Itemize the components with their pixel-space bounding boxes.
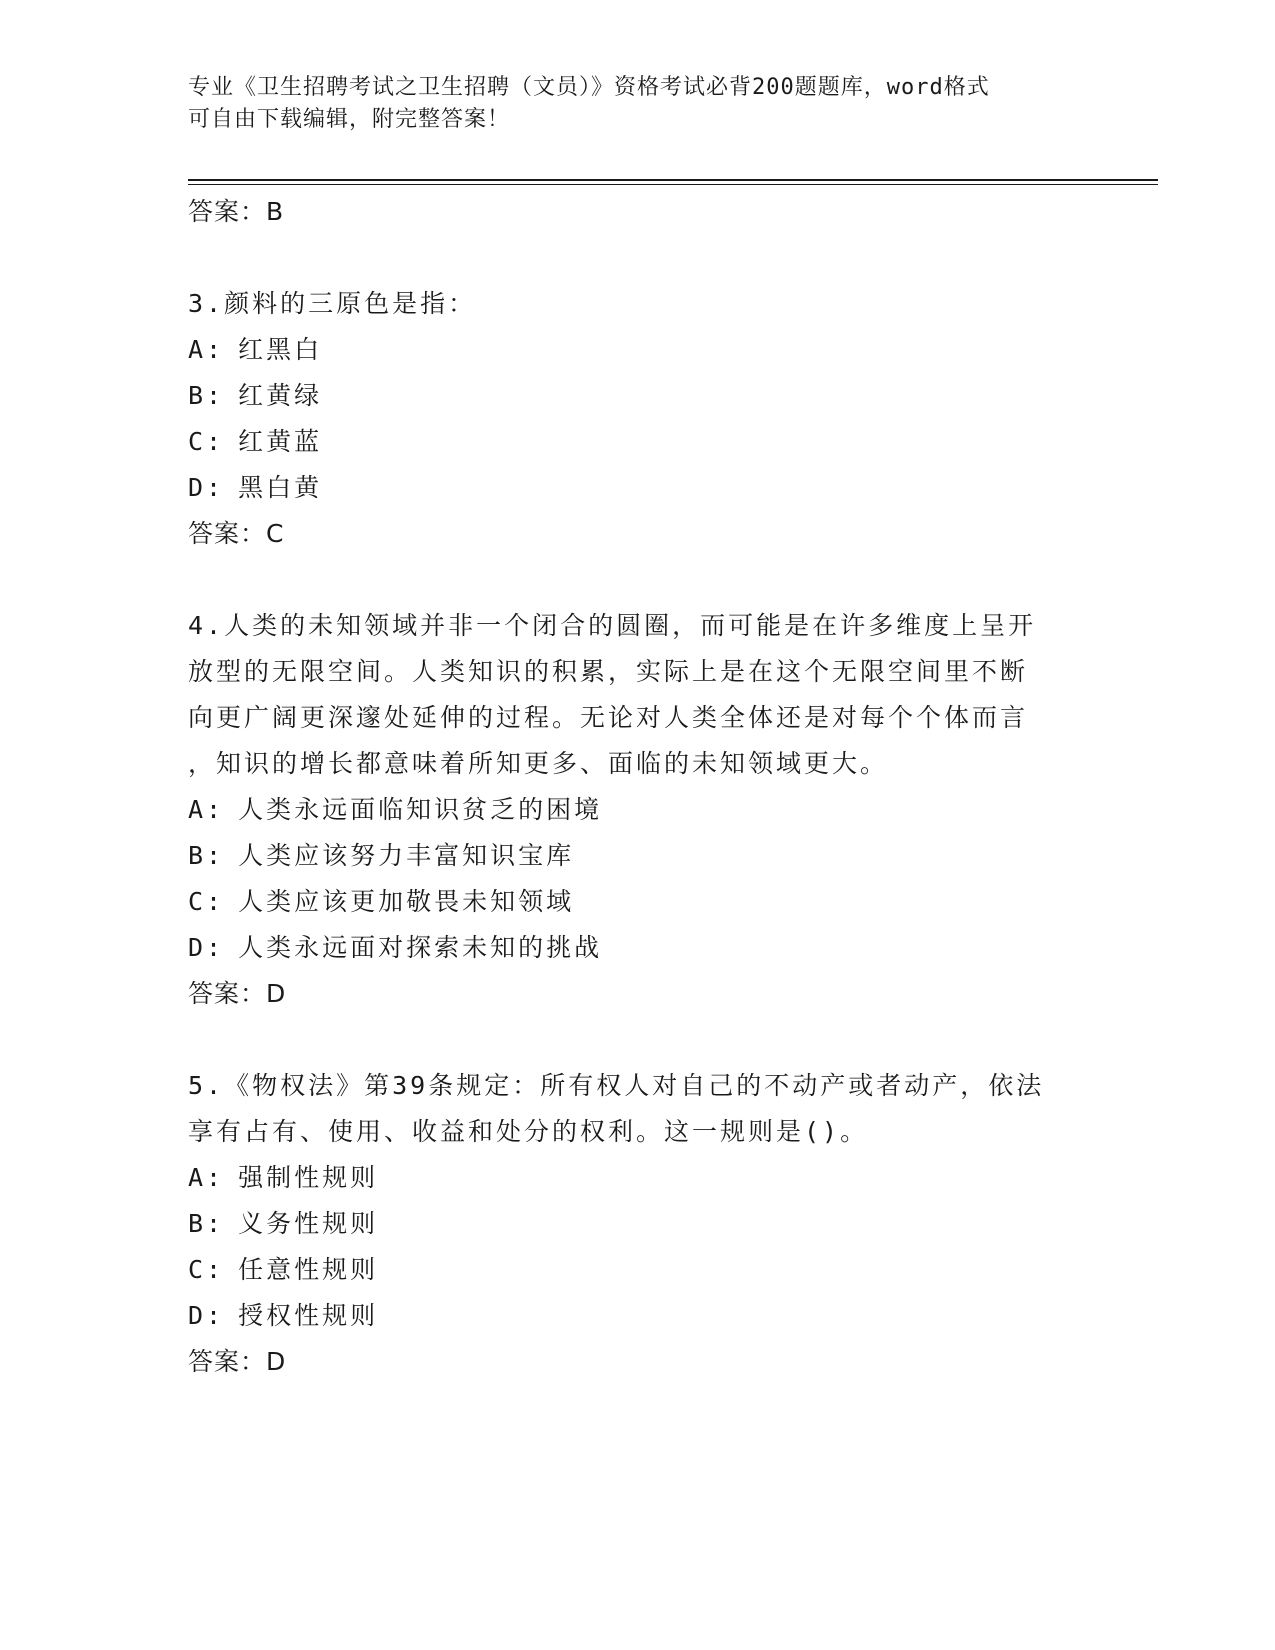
question-stem: 4.人类的未知领域并非一个闭合的圆圈，而可能是在许多维度上呈开 [188,611,1037,640]
question-item [188,1063,1088,1385]
question-stem: 3.颜料的三原色是指： [188,289,477,318]
option-b [188,833,1088,879]
option-key: B: [188,381,225,410]
option-text: 任意性规则 [238,1255,379,1284]
option-a [188,327,1088,373]
option-key: A: [188,1163,225,1192]
question-stem: ，知识的增长都意味着所知更多、面临的未知领域更大。 [188,749,889,778]
question-stem: 放型的无限空间。人类知识的积累，实际上是在这个无限空间里不断 [188,657,1029,686]
option-key: B: [188,841,225,870]
header-line: 可自由下载编辑，附完整答案！ [188,107,511,132]
option-key: D: [188,1301,225,1330]
option-text: 红黄蓝 [238,427,323,456]
option-key: C: [188,887,225,916]
question-stem: 5.《物权法》第39条规定：所有权人对自己的不动产或者动产，依法 [188,1071,1045,1100]
option-b [188,373,1088,419]
option-b [188,1201,1088,1247]
document-header [188,72,1088,136]
option-key: D: [188,473,225,502]
option-text: 人类应该更加敬畏未知领域 [238,887,575,916]
option-key: A: [188,795,225,824]
answer-label: 答案：D [188,979,287,1008]
option-key: C: [188,1255,225,1284]
option-c [188,1247,1088,1293]
option-text: 人类应该努力丰富知识宝库 [238,841,575,870]
answer-label: 答案：C [188,519,285,548]
answer-label: 答案：D [188,1347,287,1376]
option-key: A: [188,335,225,364]
option-text: 授权性规则 [238,1301,379,1330]
option-text: 黑白黄 [238,473,323,502]
question-stem: 向更广阔更深邃处延伸的过程。无论对人类全体还是对每个个体而言 [188,703,1029,732]
option-key: D: [188,933,225,962]
option-key: B: [188,1209,225,1238]
header-divider-thin [188,184,1158,185]
option-text: 人类永远面临知识贫乏的困境 [238,795,603,824]
option-d [188,1293,1088,1339]
question-item [188,603,1088,1017]
option-c [188,879,1088,925]
option-d [188,465,1088,511]
option-text: 强制性规则 [238,1163,379,1192]
header-divider-thick [188,179,1158,181]
option-text: 红黑白 [238,335,323,364]
option-text: 红黄绿 [238,381,323,410]
question-stem: 享有占有、使用、收益和处分的权利。这一规则是()。 [188,1117,869,1146]
option-a [188,787,1088,833]
option-text: 义务性规则 [238,1209,379,1238]
option-text: 人类永远面对探索未知的挑战 [238,933,603,962]
option-c [188,419,1088,465]
question-list [188,189,1088,1385]
option-key: C: [188,427,225,456]
option-d [188,925,1088,971]
answer-label: 答案：B [188,197,285,226]
question-item [188,281,1088,557]
header-line: 专业《卫生招聘考试之卫生招聘（文员）》资格考试必背200题题库，word格式 [188,75,990,100]
option-a [188,1155,1088,1201]
